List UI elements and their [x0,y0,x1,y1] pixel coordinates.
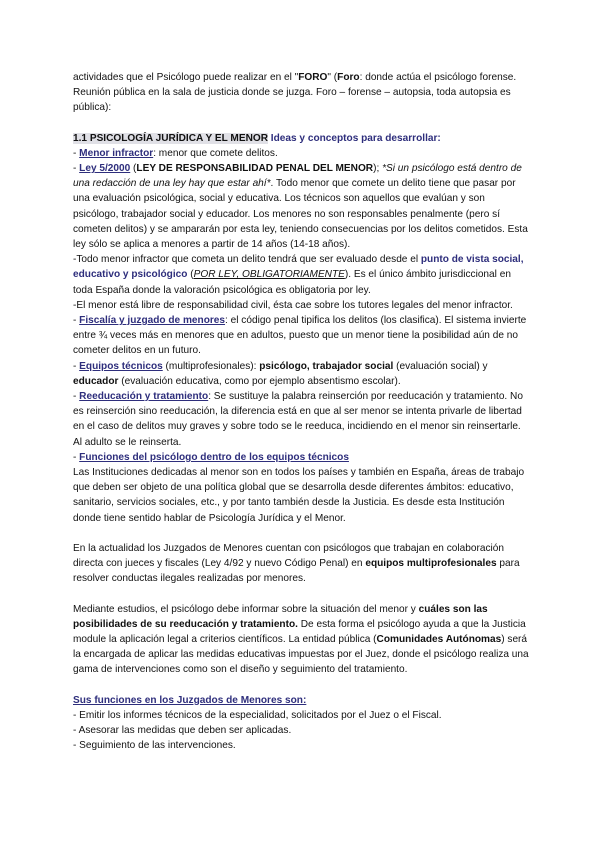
function-item-3: - Seguimiento de las intervenciones. [73,740,236,752]
item-text: -Todo menor infractor que cometa un delito tendrá que ser evaluado desde el [73,254,421,266]
term-menor-infractor: Menor infractor [79,147,154,159]
bold-educador: educador [73,375,119,387]
item-text: : Se sustituye la palabra reinserción por reeducación y tratamiento. No es reinserción sino reeducación, la diferencia está en que al ser menor se intenta privarle de libertad en el caso de delitos muy graves y sobre todo se le reeduca, incidiendo en el menor sin reinsertarle. Al adulto se le reinserta. [73,391,523,448]
bold-comunidades: Comunidades Autónomas [376,633,502,645]
item-text: : el código penal tipifica los delitos (los clasifica). El sistema invierte entre ¾ veces más en menores que en adultos, puesto que un menor tiene la posibilidad aún de no cometer delitos en un futuro. [73,315,527,357]
item-text: (evaluación social) y [393,360,488,372]
bold-posibilidades: cuáles son las posibilidades de su reeducación y tratamiento. [73,603,488,630]
paragraph-text: ) será la encargada de aplicar las medidas educativas impuestas por el Juez, donde el psicólogo realiza una gama de intervenciones como son el diseño y seguimiento del tratamiento. [73,633,529,676]
item-text: ( [130,163,137,175]
item-text: (evaluación educativa, como por ejemplo absentismo escolar). [118,375,401,387]
intro-text-e: : donde actúa el psicólogo forense. Reunión pública en la sala de justicia donde se juzga. Foro – forense – autopsia, toda autopsia es pública): [73,72,517,114]
bullet-dash: - [73,451,80,463]
term-reeducacion: Reeducación y tratamiento [79,391,209,403]
document-body [73,70,529,753]
section-title: 1.1 PSICOLOGÍA JURÍDICA Y EL MENOR [73,132,268,144]
item-funciones [73,450,529,465]
item-reeducacion [73,389,529,450]
highlight-punto-de-vista: punto de vista social, educativo y psicológico [73,254,524,281]
paragraph-text: para resolver conductas ilegales realizadas por menores. [73,558,520,585]
intro-paragraph [73,70,529,116]
paragraph-text: De esta forma el psicólogo ayuda a que la Justicia module la aplicación legal a criterios científicos. La entidad pública ( [73,618,526,645]
item-text: ( [187,269,194,281]
paragraph-estudios [73,602,529,678]
italic-note: *Si un psicólogo está dentro de una redacción de una ley hay que estar ahí* [73,163,522,190]
function-item-2: - Asesorar las medidas que deben ser aplicadas. [73,724,292,736]
item-text: . Todo menor que comete un delito tiene que pasar por una evaluación psicológica, social y educativa. Los técnicos son aquellos que evalúan y son psicólogo, trabajador social y educador. Los menores no son responsables penalmente (pero sí cometen delitos) y se ampararán por esta ley, teniendo consecuencias por los delitos cometidos. Esta ley sólo se aplica a menores a partir de 14 años (14-18 años). [73,178,528,251]
bullet-dash: - [73,360,80,372]
function-item-1: - Emitir los informes técnicos de la especialidad, solicitados por el Juez o el Fiscal. [73,709,442,721]
item-menor-infractor [73,146,529,161]
item-text: ). Es el único ámbito jurisdiccional en toda España donde la valoración psicológica es obligatoria por ley. [73,269,511,296]
bullet-dash: - [73,147,80,159]
item-text: ); [373,163,383,175]
item-text: (multiprofesionales): [162,360,260,372]
term-ley-5-2000: Ley 5/2000 [79,163,131,175]
item-responsabilidad-civil: -El menor está libre de responsabilidad civil, ésta cae sobre los tutores legales del menor infractor. [73,299,513,311]
term-equipos-tecnicos: Equipos técnicos [79,360,163,372]
item-fiscalia [73,313,529,359]
bold-psicologo-trabajador: psicólogo, trabajador social [259,360,394,372]
bullet-dash: - [73,315,80,327]
section-heading [73,131,529,146]
term-funciones: Funciones del psicólogo dentro de los equipos técnicos [79,451,349,463]
item-equipos-tecnicos [73,359,529,389]
intro-text-c: " ( [327,72,338,83]
intro-text-a: actividades que el Psicólogo puede realizar en el " [73,72,299,83]
foro-term: FORO [298,72,328,83]
bold-equipos-multiprofesionales: equipos multiprofesionales [365,558,497,570]
bullet-dash: - [73,391,80,403]
term-fiscalia: Fiscalía y juzgado de menores [79,315,226,327]
paragraph-text: En la actualidad los Juzgados de Menores cuentan con psicólogos que trabajan en colaboración directa con jueces y fiscales (Ley 4/92 y nuevo Código Penal) en [73,542,504,570]
bullet-dash: - [73,163,80,175]
paragraph-text: Mediante estudios, el psicólogo debe informar sobre la situación del menor y [73,603,419,615]
functions-title: Sus funciones en los Juzgados de Menores son: [73,694,307,706]
paragraph-juzgados [73,541,529,587]
law-name: LEY DE RESPONSABILIDAD PENAL DEL MENOR [136,163,374,175]
item-text: : menor que comete delitos. [153,147,278,159]
item-ley-5-2000 [73,161,529,252]
functions-heading [73,693,529,708]
obligatoriamente-note: POR LEY, OBLIGATORIAMENTE [193,269,345,281]
paragraph-instituciones: Las Instituciones dedicadas al menor son en todos los países y también en España, áreas de trabajo que deben ser objeto de una política global que se desarrolla desde diferentes ámbitos: educativo, sanitario, servicios sociales, etc., y por tanto también desde la Justicia. Es desde esta Institución donde tiene sentido hablar de Psicología Jurídica y el Menor. [73,467,525,524]
item-evaluacion [73,252,529,298]
section-subtitle: Ideas y conceptos para desarrollar: [268,132,441,144]
foro-definition-term: Foro [337,72,360,83]
